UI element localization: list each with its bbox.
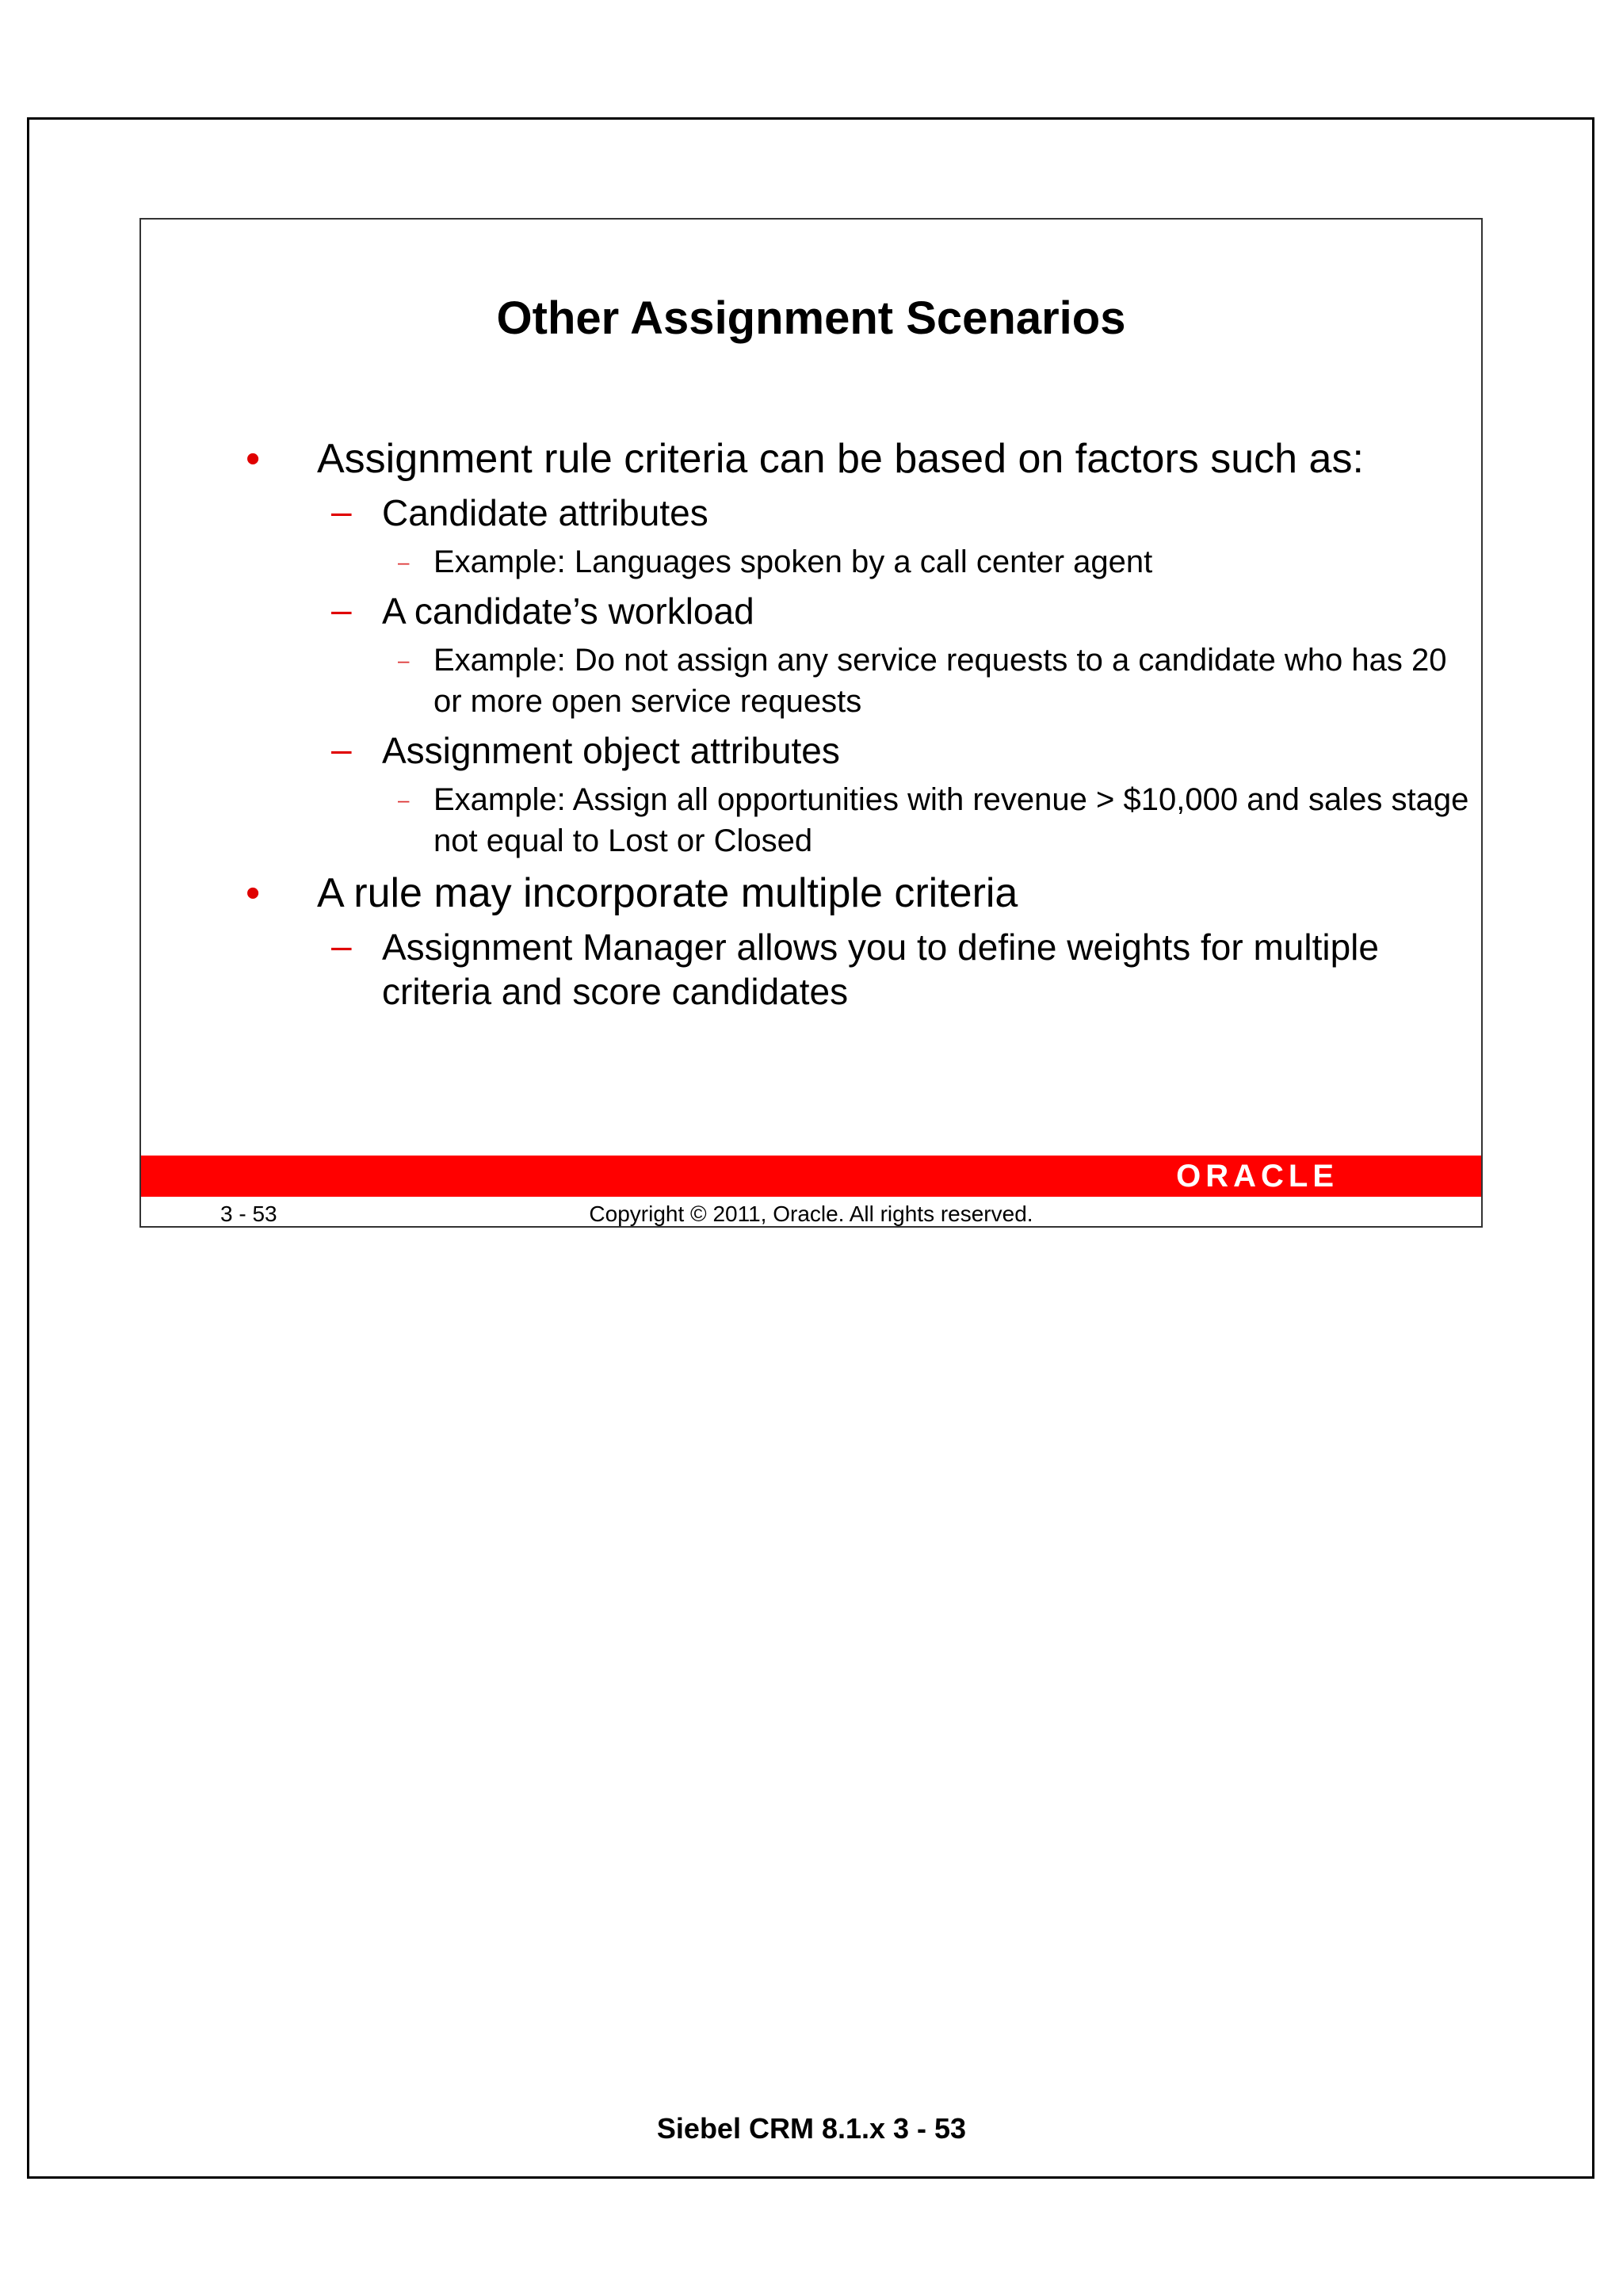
dash-marker: – bbox=[398, 550, 410, 574]
copyright-text: Copyright © 2011, Oracle. All rights reserved. bbox=[589, 1201, 1033, 1226]
bullet-text: Candidate attributes bbox=[382, 492, 708, 533]
dash-marker: – bbox=[331, 925, 352, 966]
bullet-text: Assignment rule criteria can be based on factors such as: bbox=[317, 436, 1364, 482]
bullet-level-3 bbox=[141, 779, 1481, 861]
bullet-level-1 bbox=[141, 434, 1481, 484]
bullet-marker: • bbox=[246, 870, 261, 916]
slide-content bbox=[141, 434, 1481, 1020]
dash-marker: – bbox=[331, 728, 352, 770]
bullet-text: Example: Assign all opportunities with revenue > $10,000 and sales stage not equal to Lost or Closed bbox=[433, 782, 1469, 858]
bullet-level-2 bbox=[141, 925, 1481, 1014]
bullet-level-2 bbox=[141, 491, 1481, 535]
slide bbox=[139, 218, 1483, 1228]
bullet-level-3 bbox=[141, 640, 1481, 722]
dash-marker: – bbox=[398, 648, 410, 672]
bullet-level-2 bbox=[141, 589, 1481, 633]
slide-footer bbox=[141, 1197, 1481, 1228]
dash-marker: – bbox=[398, 788, 410, 812]
bullet-text: Example: Do not assign any service requests to a candidate who has 20 or more open service requests bbox=[433, 643, 1447, 719]
oracle-logo: ORACLE bbox=[1176, 1159, 1338, 1194]
oracle-red-band bbox=[141, 1156, 1481, 1197]
bullet-text: Assignment object attributes bbox=[382, 730, 840, 771]
bullet-text: A rule may incorporate multiple criteria bbox=[317, 870, 1018, 916]
bullet-text: A candidate’s workload bbox=[382, 590, 754, 632]
bullet-marker: • bbox=[246, 436, 261, 482]
bullet-level-2 bbox=[141, 728, 1481, 773]
dash-marker: – bbox=[331, 491, 352, 532]
slide-title: Other Assignment Scenarios bbox=[496, 292, 1126, 344]
page-footer: Siebel CRM 8.1.x 3 - 53 bbox=[656, 2112, 967, 2145]
bullet-text: Example: Languages spoken by a call center agent bbox=[433, 544, 1153, 579]
dash-marker: – bbox=[331, 589, 352, 630]
bullet-text: Assignment Manager allows you to define weights for multiple criteria and score candidates bbox=[382, 926, 1379, 1012]
bullet-level-1 bbox=[141, 868, 1481, 919]
slide-number: 3 - 53 bbox=[220, 1201, 277, 1226]
bullet-level-3 bbox=[141, 541, 1481, 583]
